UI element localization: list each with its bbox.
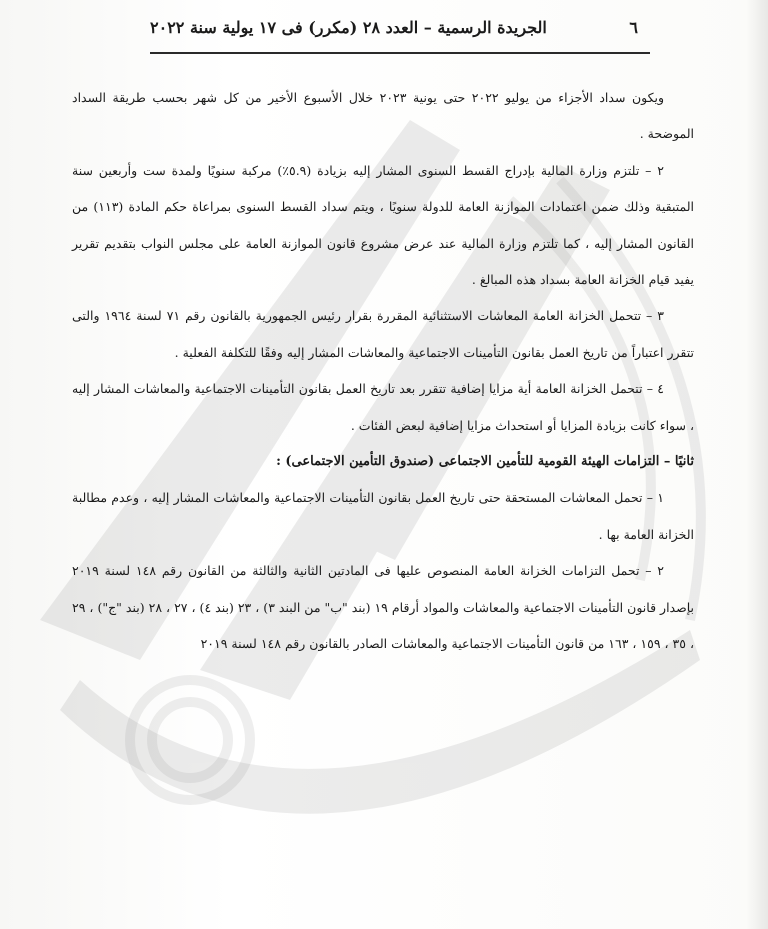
page-number: ٦ [629, 18, 638, 37]
paragraph: ٢ – تلتزم وزارة المالية بإدراج القسط السنوى المشار إليه بزيادة (٥.٩٪) مركبة سنويًا ولمدة ست وأربعين سنة المتبقية وذلك ضمن اعتمادات الموازنة العامة للدولة سنويًا ، ويتم سداد القسط السنوى بمراعاة حكم المادة (١١٣) من القانون المشار إليه ، كما تلتزم وزارة المالية عند عرض مشروع قانون الموازنة العامة على مجلس النواب بتقديم تقرير يفيد قيام الخزانة العامة بسداد هذه المبالغ . [72, 162, 695, 288]
header-rule [150, 52, 650, 54]
paragraph: ويكون سداد الأجزاء من يوليو ٢٠٢٢ حتى يونية ٢٠٢٣ خلال الأسبوع الأخير من كل شهر بحسب طريقة السداد الموضحة . [72, 90, 694, 142]
paragraph: ٣ – تتحمل الخزانة العامة المعاشات الاستثنائية المقررة بقرار رئيس الجمهورية بالقانون رقم ٧١ لسنة ١٩٦٤ والتى تتقرر اعتباراً من تاريخ العمل بقانون التأمينات الاجتماعية والمعاشات المشار إليه وفقًا للتكلفة الفعلية . [72, 308, 694, 360]
section-heading: ثانيًا – التزامات الهيئة القومية للتأمين الاجتماعى (صندوق التأمين الاجتماعى) : [276, 454, 694, 470]
paragraph: ١ – تحمل المعاشات المستحقة حتى تاريخ العمل بقانون التأمينات الاجتماعية والمعاشات المشار إليه ، وعدم مطالبة الخزانة العامة بها . [72, 490, 694, 542]
page-header [150, 18, 638, 37]
paragraph: ٤ – تتحمل الخزانة العامة أية مزايا إضافية تتقرر بعد تاريخ العمل بقانون التأمينات الاجتماعية والمعاشات المشار إليه ، سواء كانت بزيادة المزايا أو استحداث مزايا إضافية لبعض الفئات . [72, 381, 694, 433]
paragraph: ٢ – تحمل التزامات الخزانة العامة المنصوص عليها فى المادتين الثانية والثالثة من القانون رقم ١٤٨ لسنة ٢٠١٩ بإصدار قانون التأمينات الاجتماعية والمعاشات والمواد أرقام ١٩ (بند "ب" من البند ٣) ، ٢٣ (بند ٤) ، ٢٧ ، ٢٨ (بند "ج") ، ٢٩ ، ٣٥ ، ١٥٩ ، ١٦٣ من قانون التأمينات الاجتماعية والمعاشات الصادر بالقانون رقم ١٤٨ لسنة ٢٠١٩ [72, 563, 695, 652]
document-body [72, 80, 694, 663]
gazette-title: الجريدة الرسمية – العدد ٢٨ (مكرر) فى ١٧ يولية سنة ٢٠٢٢ [150, 18, 547, 37]
page-edge-shadow [746, 0, 768, 929]
